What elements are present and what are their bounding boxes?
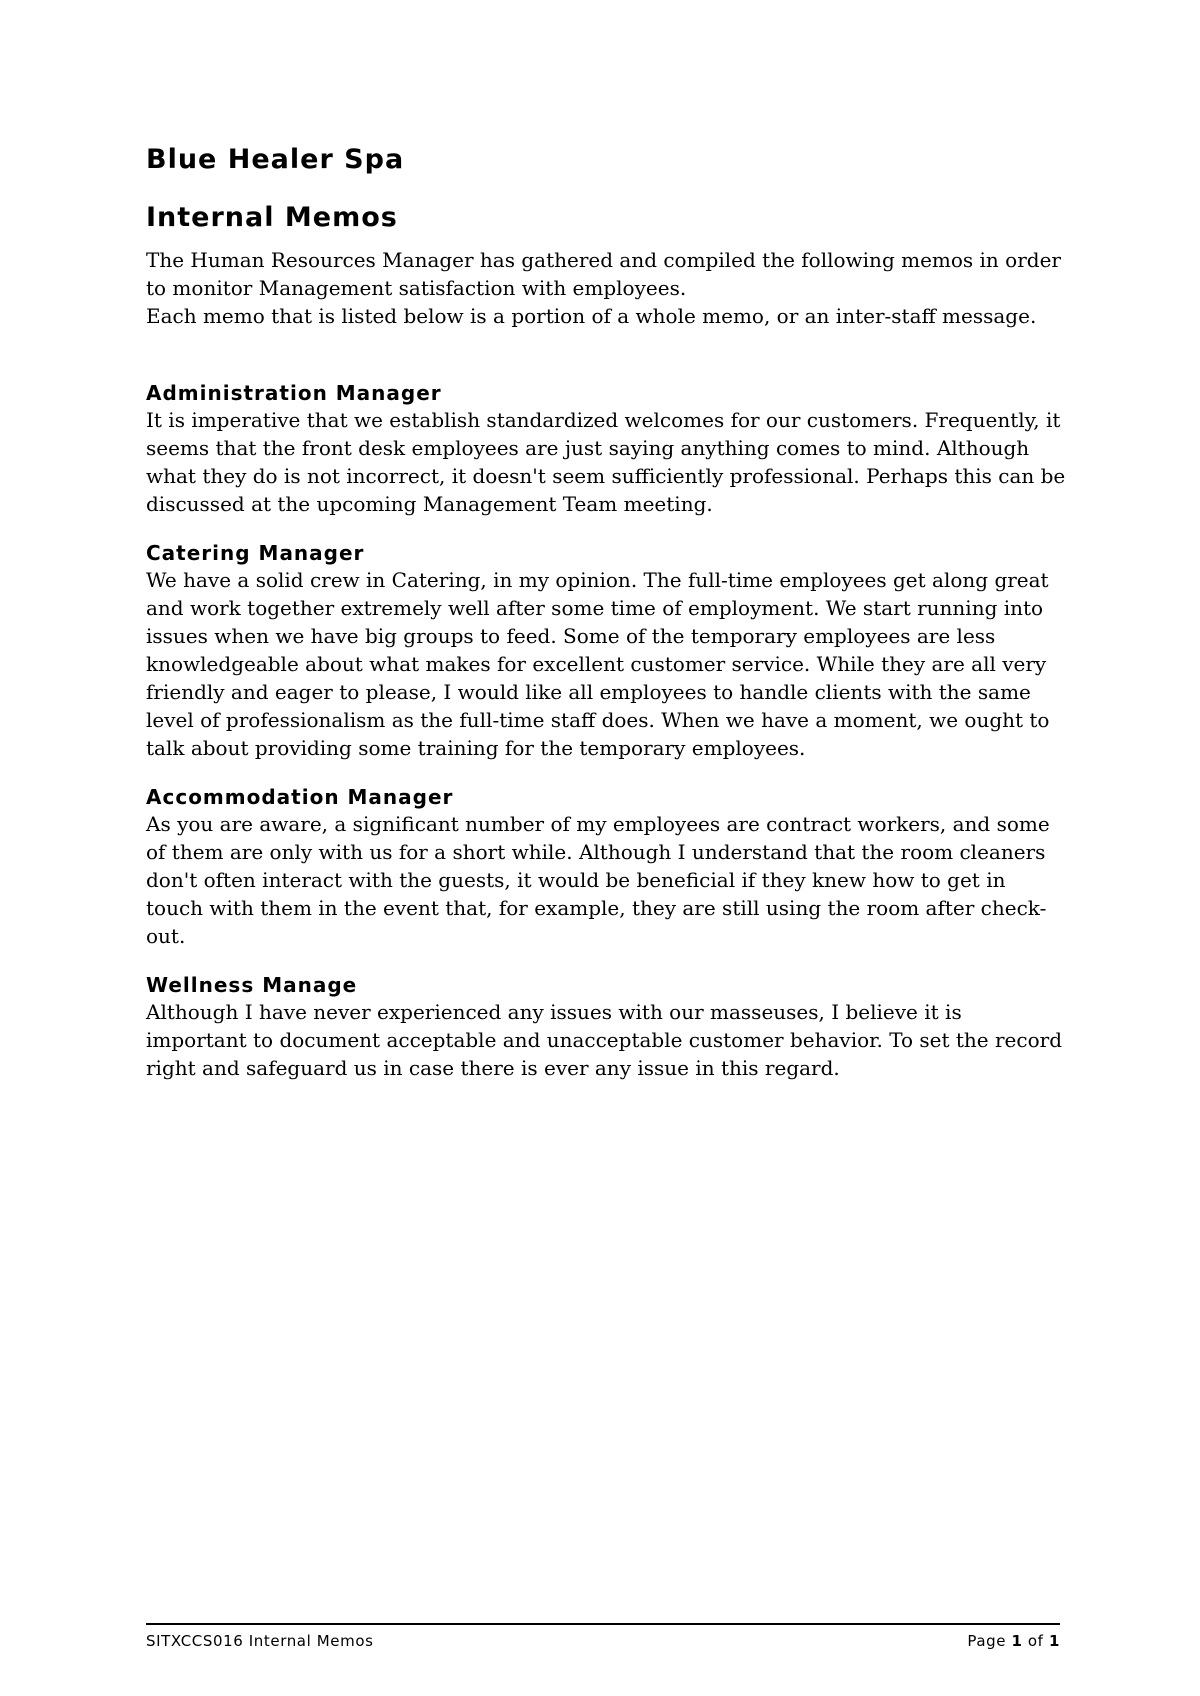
footer-page-number: 1: [1011, 1632, 1023, 1650]
memo-accommodation: [146, 784, 1066, 950]
footer-of-word: of: [1027, 1632, 1044, 1650]
memo-heading: Accommodation Manager: [146, 785, 454, 809]
intro-paragraph: The Human Resources Manager has gathered and compiled the following memos in order to monitor Management satisfaction with employees.: [146, 248, 1061, 300]
footer-page-total: 1: [1048, 1632, 1060, 1650]
memo-heading: Administration Manager: [146, 381, 442, 405]
memo-administration: [146, 380, 1066, 518]
memo-catering: [146, 540, 1066, 762]
footer-page-indicator: [967, 1631, 1060, 1651]
memo-wellness: [146, 972, 1066, 1082]
document-subtitle: Internal Memos: [146, 202, 398, 233]
memo-body: As you are aware, a significant number of my employees are contract workers, and some of them are only with us for a short while. Although I understand that the room cleaners don't often interact with the guests, it would be beneficial if they knew how to get in touch with them in the event that, for example, they are still using the room after check-out.: [146, 812, 1050, 948]
footer-divider: [146, 1623, 1060, 1625]
memo-body: We have a solid crew in Catering, in my opinion. The full-time employees get along great and work together extremely well after some time of employment. We start running into issues when we have big groups to feed. Some of the temporary employees are less knowledgeable about what makes for excellent customer service. While they are all very friendly and eager to please, I would like all employees to handle clients with the same level of professionalism as the full-time staff does. When we have a moment, we ought to talk about providing some training for the temporary employees.: [146, 568, 1050, 760]
footer-page-word: Page: [967, 1632, 1007, 1650]
memo-body: Although I have never experienced any issues with our masseuses, I believe it is important to document acceptable and unacceptable customer behavior. To set the record right and safeguard us in case there is ever any issue in this regard.: [146, 1000, 1062, 1080]
memo-body: It is imperative that we establish standardized welcomes for our customers. Frequently, it seems that the front desk employees are just saying anything comes to mind. Although what they do is not incorrect, it doesn't seem sufficiently professional. Perhaps this can be discussed at the upcoming Management Team meeting.: [146, 408, 1066, 516]
intro-paragraph: Each memo that is listed below is a portion of a whole memo, or an inter-staff message.: [146, 304, 1037, 328]
footer-document-name: SITXCCS016 Internal Memos: [146, 1632, 374, 1650]
document-content: [146, 140, 1066, 1082]
intro-section: [146, 246, 1066, 330]
memo-heading: Catering Manager: [146, 541, 365, 565]
memo-heading: Wellness Manage: [146, 973, 358, 997]
document-title: Blue Healer Spa: [146, 144, 405, 175]
